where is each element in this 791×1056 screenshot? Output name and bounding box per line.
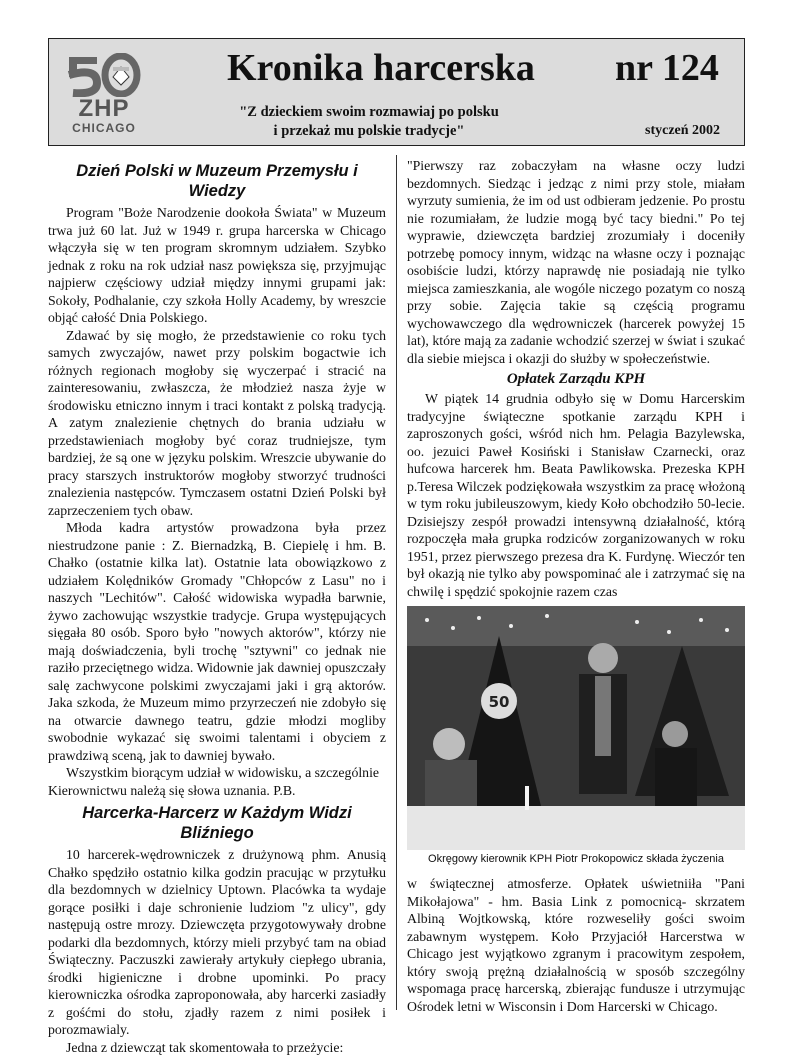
event-photo	[407, 606, 745, 850]
article-paragraph: Wszystkim biorącym udział w widowisku, a szczególnie Kierownictwu należą się słowa uznania. P.B.	[48, 764, 386, 799]
article-paragraph: 10 harcerek-wędrowniczek z drużynową phm. Anusią Chałko spędziło ostatnio kilka godzin pracując w przytułku dla bezdomnych w dzielnicy Uptown. Placówka ta wydaje gorące posiłki i daje schronienie ludziom "z ulicy", gdy następują ostre mrozy. Dziewczęta przygotowywały drobne podarki dla bezdomnych, którzy mieli przybyć tam na obiad Świąteczny. Paczuszki zawierały artykuły ciepłego ubrania, środki higieniczne i drobne upominki. Po pracy kierowniczka ośrodka zaproponowała, aby harcerki zasiadły z gośćmi do stołu, zjadły razem z nimi posiłek i porozmawialy.	[48, 846, 386, 1039]
article-paragraph: Program "Boże Narodzenie dookoła Świata" w Muzeum trwa już 60 lat. Już w 1949 r. grupa harcerska w Chicago włączyła się w ten program skromnym udziałem. Szybko jednak z roku na rok udział nasz powiększa się, przyjmując najpierw częściowy udział między innymi grupami jak: Sokoły, Podhalanie, czy szkoła Holly Academy, by wreszcie objąć całość Dnia Polskiego.	[48, 204, 386, 327]
motto-line-1: "Z dzieckiem swoim rozmawiaj po polsku	[219, 103, 519, 122]
photo-illustration	[407, 606, 745, 850]
article-paragraph: W piątek 14 grudnia odbyło się w Domu Harcerskim tradycyjne świąteczne spotkanie zarządu KPH i zaproszonych gości, wśród nich hm. Pelagia Bazylewska, oo. jezuici Paweł Kosiński i Stanisław Czarnecki, oraz hufcowa harcerek hm. Beata Pawlikowska. Prezeska KPH p.Teresa Wilczek podziękowała wszystkim za pracę włożoną w tym roku jubileuszowym, kiedy Koło obchodziło 50-lecie. Dzisiejszy zespół prowadzi intensywną działalność, którą rozpoczęła mała grupka rodziców zorganizowanych w roku 1951, przez pierwszego prezesa dra K. Furdynę. Wieczór ten był okazją nie tylko aby powspominać ale i zatrzymać się na chwilę i spędzić spokojnie razem czas	[407, 390, 745, 600]
svg-text:50: 50	[489, 693, 510, 711]
logo-city-text: CHICAGO	[65, 121, 143, 135]
zhp-chicago-logo	[65, 53, 143, 139]
left-column	[48, 157, 386, 1056]
right-column	[407, 157, 745, 1015]
newsletter-title: Kronika harcerska	[227, 43, 535, 93]
column-divider	[396, 155, 397, 1010]
article-title: Dzień Polski w Muzeum Przemysłu i Wiedzy	[48, 161, 386, 201]
article-paragraph: Jedna z dziewcząt tak skomentowała to przeżycie:	[48, 1039, 386, 1056]
article-continuation: "Pierwszy raz zobaczyłam na własne oczy ludzi bezdomnych. Siedząc i jedząc z nimi przy stole, miałam wyrzuty sumienia, że im od ust odbieram jedzenie. Po prostu nie rozumiałam, że ludzie mogą być tacy biedni." Po tej wyprawie, dziewczęta bardziej zrozumiały i doceniły potrzebę pomocy innym, widząc na własne oczy i poznając osobiście ludzi, którzy naprawdę nie posiadają nie tylko miejsca zamieszkania, ale wogóle niczego pozatym co noszą przy sobie. Zajęcia takie są częścią programu wychowawczego dla wędrowniczek (harcerek powyżej 15 lat), które mają za zadanie wchodzić szerzej w świat i szukać dla siebie miejsca i okazji do służby w społeczeństwie.	[407, 157, 745, 367]
motto	[219, 103, 519, 141]
article-paragraph: Zdawać by się mogło, że przedstawienie co roku tych samych zwyczajów, nawet przy polskim bogactwie ich różnych regionach mogłoby się wyczerpać i stracić na zainteresowaniu, zwłaszcza, że młodzież nasza żyje w środowisku etniczno innym i traci kontakt z polską tradycją. A zatym znalezienie chętnych do brania udziału w przedstawieniach mogłoby być coraz trudniejsze, tym bardziej, że są one w języku polskim. Wreszcie ubywanie do pracy starszych instruktorów mogłoby stworzyć trudności znalezienia następców. Tymczasem ostatni Dzień Polski był zaprzeczeniem tych obaw.	[48, 327, 386, 520]
article-paragraph: w świątecznej atmosferze. Opłatek uświetniiła "Pani Mikołajowa" - hm. Basia Link z pomocnicą- skrzatem Albiną Wojtkowską, które rozweseliły gości swoim zabawnym występem. Koło Przyjaciół Harcerstwa w Chicago jest wyjątkowo zgranym i pracowitym zespołem, który swoją prężną działalnością w sposób szczególny wspomaga pracę harcerską, zbierając fundusze i utrzymując Ośrodek letni w Wisconsin i Dom Harcerski w Chicago.	[407, 875, 745, 1015]
fifty-anniversary-icon	[67, 53, 141, 97]
logo-zhp-text: ZHP	[67, 97, 141, 121]
article-paragraph: Młoda kadra artystów prowadzona była przez niestrudzone panie : Z. Biernadzką, B. Ciepielę i hm. B. Chałko (ostatnie kilka lat). Ostatnie lata obowiązkowo z udziałem Kolędników Gromady "Chłopców z Lasu" no i naszych "Lechitów". Całość widowiska wypadła barwnie, żywo zachowując wszystkie tradycje. Grupa występujących sięgała 80 osób. Sporo było "nowych aktorów", którzy nie mają doświadczenia, byli trochę "sztywni" co jednak nie raziło przeciętnego widza. Widownie jak dawniej opuszczały salę zachwycone polskimi zwyczajami jaki i grą aktorów. Jaka szkoda, że Muzeum mimo przyrzeczeń nie zdobyło się na otwarcie dawnego teatru, gdzie młodzi mogliby swobodnie wykazać się swoimi talentami i obyciem z prawdziwą sceną, jak to dawniej bywało.	[48, 519, 386, 764]
photo-caption: Okręgowy kierownik KPH Piotr Prokopowicz składa życzenia	[407, 852, 745, 866]
issue-number: nr 124	[615, 43, 719, 93]
article-title: Harcerka-Harcerz w Każdym Widzi Bliźniego	[48, 803, 386, 843]
article-title: Opłatek Zarządu KPH	[407, 370, 745, 388]
motto-line-2: i przekaż mu polskie tradycje"	[219, 122, 519, 141]
masthead	[48, 38, 745, 146]
issue-date: styczeń 2002	[645, 123, 720, 139]
